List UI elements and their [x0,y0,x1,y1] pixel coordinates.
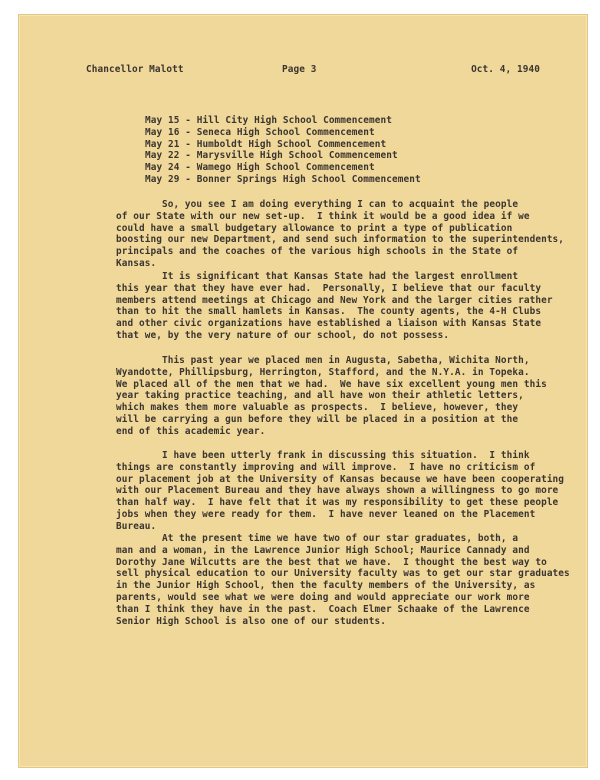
paragraph-line: and other civic organizations have established a liaison with Kansas State [116,318,542,330]
body-paragraph [116,271,553,342]
paragraph-line: man and a woman, in the Lawrence Junior High School; Maurice Cannady and [116,544,530,556]
page-number: Page 3 [282,64,317,75]
paragraph-line: of our State with our new set-up. I think it would be a good idea if we [116,210,530,222]
paragraph-line: Dorothy Jane Wilcutts are the best that we have. I thought the best way to [116,556,547,568]
commencement-schedule [145,115,445,186]
paragraph-line: could have a small budgetary allowance to print a type of publication [116,222,513,234]
paragraph-line: jobs when they were ready for them. I have never leaned on the Placement [116,508,536,520]
body-paragraph [116,533,570,627]
page-header [86,64,540,78]
paragraph-line: Wyandotte, Phillipsburg, Herrington, Stafford, and the N.Y.A. in Topeka. [116,366,530,378]
paragraph-line: This past year we placed men in Augusta, Sabetha, Wichita North, [116,355,530,366]
paragraph-line: than half way. I have felt that it was my responsibility to get these people [116,497,559,509]
paragraph-line: parents, would see what we were doing and would appreciate our work more [116,591,530,603]
paragraph-line: principals and the coaches of the various high schools in the State of [116,246,519,258]
paragraph-line: end of this academic year. [116,425,266,437]
body-paragraph [116,199,565,270]
paragraph-line: year taking practice teaching, and all have won their athletic letters, [116,390,524,402]
schedule-item: May 15 - Hill City High School Commencement [145,115,393,126]
paragraph-line: our placement job at the University of Kansas because we have been cooperating [116,473,565,485]
paragraph-line: than I think they have in the past. Coach Elmer Schaake of the Lawrence [116,603,530,615]
schedule-item: May 24 - Wamego High School Commencement [145,162,375,174]
paragraph-line: Senior High School is also one of our students. [116,615,386,627]
paragraph-line: At the present time we have two of our star graduates, both, a [116,533,519,544]
body-paragraph [116,355,547,438]
paragraph-line: than to hit the small hamlets in Kansas. The county agents, the 4-H Clubs [116,306,542,318]
paragraph-line: members attend meetings at Chicago and New York and the larger cities rather [116,294,553,306]
paragraph-line: that we, by the very nature of our school, do not possess. [116,329,450,341]
paragraph-line: which makes them more valuable as prospects. I believe, however, they [116,402,519,414]
paragraph-line: with our Placement Bureau and they have always shown a willingness to go more [116,485,559,497]
paragraph-line: It is significant that Kansas State had the largest enrollment [116,271,519,282]
paragraph-line: things are constantly improving and will improve. I have no criticism of [116,461,536,473]
letter-date: Oct. 4, 1940 [471,64,540,75]
schedule-item: May 29 - Bonner Springs High School Commencement [145,173,421,185]
paragraph-line: So, you see I am doing everything I can to acquaint the people [116,199,519,210]
paragraph-line: will be carrying a gun before they will be placed in a position at the [116,413,519,425]
paragraph-line: I have been utterly frank in discussing this situation. I think [116,450,530,461]
paragraph-line: sell physical education to our University faculty was to get our star graduates [116,568,570,580]
body-paragraph [116,450,565,533]
schedule-item: May 21 - Humboldt High School Commencement [145,138,387,150]
schedule-item: May 22 - Marysville High School Commencement [145,150,398,162]
paragraph-line: in the Junior High School, then the faculty members of the University, as [116,580,536,592]
paragraph-line: this year that they have ever had. Personally, I believe that our faculty [116,282,542,294]
paragraph-line: Kansas. [116,257,157,269]
paragraph-line: boosting our new Department, and send such information to the superintendents, [116,234,565,246]
paragraph-line: We placed all of the men that we had. We have six excellent young men this [116,378,547,390]
recipient-name: Chancellor Malott [86,64,184,75]
paragraph-line: Bureau. [116,520,157,532]
schedule-item: May 16 - Seneca High School Commencement [145,126,375,138]
